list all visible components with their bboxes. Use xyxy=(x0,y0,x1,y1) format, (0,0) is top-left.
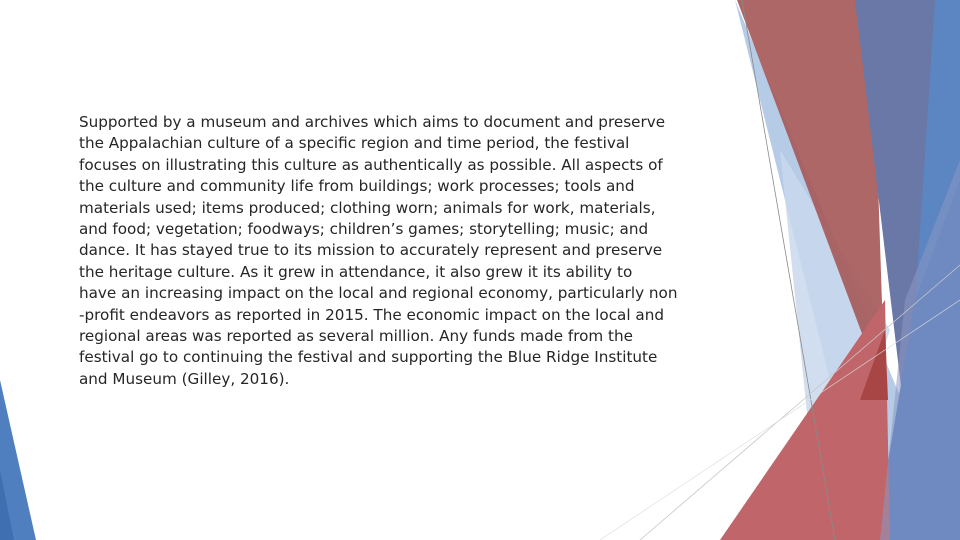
paragraph-line: festival go to continuing the festival and supporting the Blue Ridge Institute xyxy=(79,348,658,367)
paragraph-line: -profit endeavors as reported in 2015. The economic impact on the local and xyxy=(79,305,664,324)
paragraph-line: regional areas was reported as several million. Any funds made from the xyxy=(79,327,633,346)
paragraph-line: focuses on illustrating this culture as authentically as possible. All aspects of xyxy=(79,155,663,174)
paragraph-line: the heritage culture. As it grew in attendance, it also grew it its ability to xyxy=(79,262,633,281)
paragraph-line: and Museum (Gilley, 2016). xyxy=(79,369,290,388)
paragraph-line: and food; vegetation; foodways; children’s games; storytelling; music; and xyxy=(79,220,649,239)
paragraph-line: have an increasing impact on the local and regional economy, particularly non xyxy=(79,284,678,303)
paragraph-line: Supported by a museum and archives which aims to document and preserve xyxy=(79,113,666,131)
paragraph-line: the culture and community life from buildings; work processes; tools and xyxy=(79,177,635,196)
body-paragraph xyxy=(79,112,729,390)
paragraph-line: materials used; items produced; clothing worn; animals for work, materials, xyxy=(79,198,656,217)
paragraph-line: dance. It has stayed true to its mission to accurately represent and preserve xyxy=(79,241,663,260)
paragraph-line: the Appalachian culture of a specific region and time period, the festival xyxy=(79,134,630,153)
